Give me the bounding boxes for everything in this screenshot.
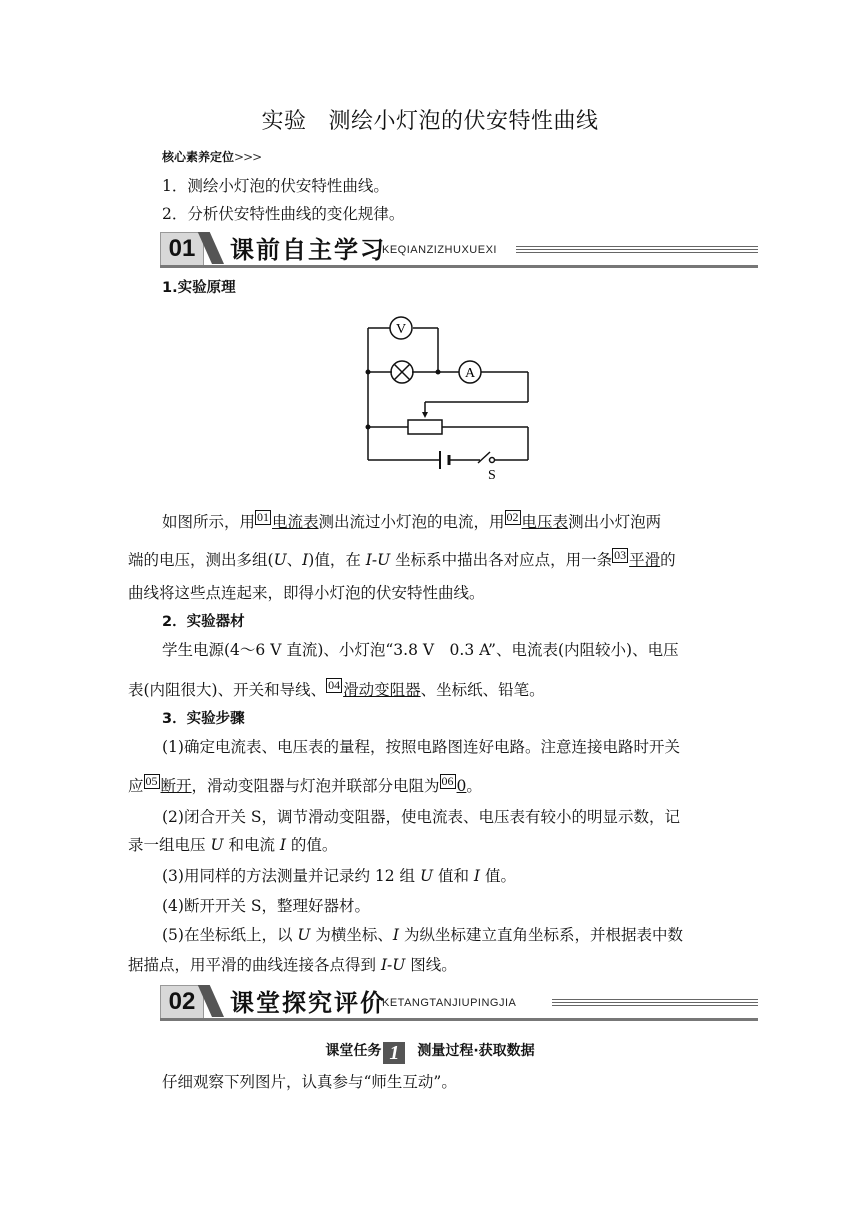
text: 为横坐标、 bbox=[310, 926, 393, 944]
text: 测出流过小灯泡的电流，用 bbox=[318, 513, 505, 531]
step-5-line-2 bbox=[128, 955, 457, 975]
var-i: I bbox=[279, 836, 286, 854]
text: 表(内阻很大)、开关和导线、 bbox=[128, 681, 327, 699]
blank-number-05: 05 bbox=[145, 774, 158, 788]
text: 如图所示，用 bbox=[162, 513, 256, 531]
text: 录一组电压 bbox=[128, 836, 211, 854]
text: 坐标系中描出各对应点，用一条 bbox=[390, 551, 613, 569]
text: 、坐标纸、铅笔。 bbox=[420, 681, 545, 699]
text: ，滑动变阻器与灯泡并联部分电阻为 bbox=[191, 777, 440, 795]
principle-line-3: 曲线将这些点连起来，即得小灯泡的伏安特性曲线。 bbox=[128, 584, 485, 602]
task-label: 课堂任务 bbox=[325, 1043, 382, 1059]
answer-01: 电流表 bbox=[272, 513, 319, 531]
switch-label: S bbox=[488, 468, 496, 482]
closing-text: 仔细观察下列图片，认真参与“师生互动”。 bbox=[162, 1073, 457, 1091]
answer-03: 平滑 bbox=[629, 551, 661, 569]
title-part-2: 测绘小灯泡的伏安特性曲线 bbox=[328, 109, 599, 134]
banner-title: 课前自主学习 bbox=[230, 236, 386, 264]
step-1-line-2 bbox=[128, 774, 482, 796]
section-heading-equipment: 2．实验器材 bbox=[162, 614, 245, 630]
rheostat-slider-icon bbox=[422, 412, 428, 418]
section-banner-02 bbox=[160, 985, 758, 1023]
step-5-line-1 bbox=[162, 925, 683, 945]
page-title bbox=[0, 104, 860, 135]
banner-rules bbox=[516, 246, 758, 260]
var-i: I bbox=[392, 926, 400, 944]
blank-number-02: 02 bbox=[506, 510, 519, 524]
banner-underline bbox=[160, 265, 758, 268]
text: 值和 bbox=[433, 867, 474, 885]
equipment-line-1: 学生电源(4～6 V 直流)、小灯泡“3.8 V 0.3 A”、电流表(内阻较小)、电压 bbox=[162, 641, 679, 659]
banner-title: 课堂探究评价 bbox=[230, 989, 386, 1017]
section-banner-01 bbox=[160, 232, 758, 270]
answer-05: 断开 bbox=[160, 777, 192, 795]
blank-number-03: 03 bbox=[614, 548, 627, 562]
var-iu: I-U bbox=[365, 551, 391, 569]
banner-underline bbox=[160, 1018, 758, 1021]
text: 端的电压，测出多组( bbox=[128, 551, 274, 569]
task-number-icon: 1 bbox=[383, 1042, 405, 1064]
var-u: U bbox=[297, 926, 311, 944]
principle-line-1 bbox=[162, 510, 661, 532]
banner-rules bbox=[552, 999, 758, 1013]
section-heading-steps: 3．实验步骤 bbox=[162, 711, 245, 727]
answer-04: 滑动变阻器 bbox=[343, 681, 421, 699]
objective-1: 1．测绘小灯泡的伏安特性曲线。 bbox=[162, 177, 389, 195]
circuit-diagram bbox=[360, 310, 540, 482]
voltmeter-label: V bbox=[395, 322, 407, 337]
blank-number-01: 01 bbox=[257, 510, 270, 524]
arrows-icon: >>> bbox=[234, 150, 262, 164]
banner-number: 01 bbox=[160, 232, 204, 266]
blank-number-06: 06 bbox=[441, 774, 454, 788]
title-part-1: 实验 bbox=[261, 109, 307, 134]
text: (3)用同样的方法测量并记录约 12 组 bbox=[162, 867, 420, 885]
principle-line-2 bbox=[128, 548, 676, 570]
var-iu: I-U bbox=[380, 956, 406, 974]
task-title: 测量过程·获取数据 bbox=[417, 1043, 535, 1059]
objective-2: 2．分析伏安特性曲线的变化规律。 bbox=[162, 205, 405, 223]
banner-number: 02 bbox=[160, 985, 204, 1019]
step-2-line-1: (2)闭合开关 S，调节滑动变阻器，使电流表、电压表有较小的明显示数，记 bbox=[162, 808, 681, 826]
text: 据描点，用平滑的曲线连接各点得到 bbox=[128, 956, 381, 974]
step-1-line-1: (1)确定电流表、电压表的量程，按照电路图连好电路。注意连接电路时开关 bbox=[162, 738, 680, 756]
text: 的值。 bbox=[286, 836, 338, 854]
text: 为纵坐标建立直角坐标系，并根据表中数 bbox=[399, 926, 683, 944]
ammeter-label: A bbox=[464, 366, 476, 381]
text: 和电流 bbox=[223, 836, 280, 854]
class-task-heading bbox=[0, 1040, 860, 1064]
text: 应 bbox=[128, 777, 144, 795]
step-2-line-2 bbox=[128, 835, 337, 855]
core-literacy-label bbox=[162, 148, 261, 165]
var-u: U bbox=[210, 836, 224, 854]
text: 的 bbox=[660, 551, 676, 569]
equipment-line-2 bbox=[128, 678, 545, 700]
banner-subtitle: KETANGTANJIUPINGJIA bbox=[382, 997, 517, 1009]
text: 值。 bbox=[480, 867, 516, 885]
text: 图线。 bbox=[405, 956, 457, 974]
var-u: U bbox=[273, 551, 287, 569]
core-label-text: 核心素养定位 bbox=[162, 150, 235, 164]
blank-number-04: 04 bbox=[328, 678, 341, 692]
step-3 bbox=[162, 866, 516, 886]
var-u: U bbox=[419, 867, 434, 885]
text: 、 bbox=[286, 551, 303, 569]
step-4: (4)断开开关 S，整理好器材。 bbox=[162, 897, 371, 915]
answer-02: 电压表 bbox=[521, 513, 569, 531]
text: 测出小灯泡两 bbox=[568, 513, 662, 531]
answer-06: 0 bbox=[456, 777, 467, 795]
section-heading-principle: 1.实验原理 bbox=[162, 280, 236, 296]
var-i: I bbox=[473, 867, 481, 885]
banner-subtitle: KEQIANZIZHUXUEXI bbox=[382, 244, 497, 256]
text: 。 bbox=[466, 777, 482, 795]
text: (5)在坐标纸上，以 bbox=[162, 926, 298, 944]
var-i: I bbox=[302, 551, 309, 569]
text: )值，在 bbox=[308, 551, 366, 569]
